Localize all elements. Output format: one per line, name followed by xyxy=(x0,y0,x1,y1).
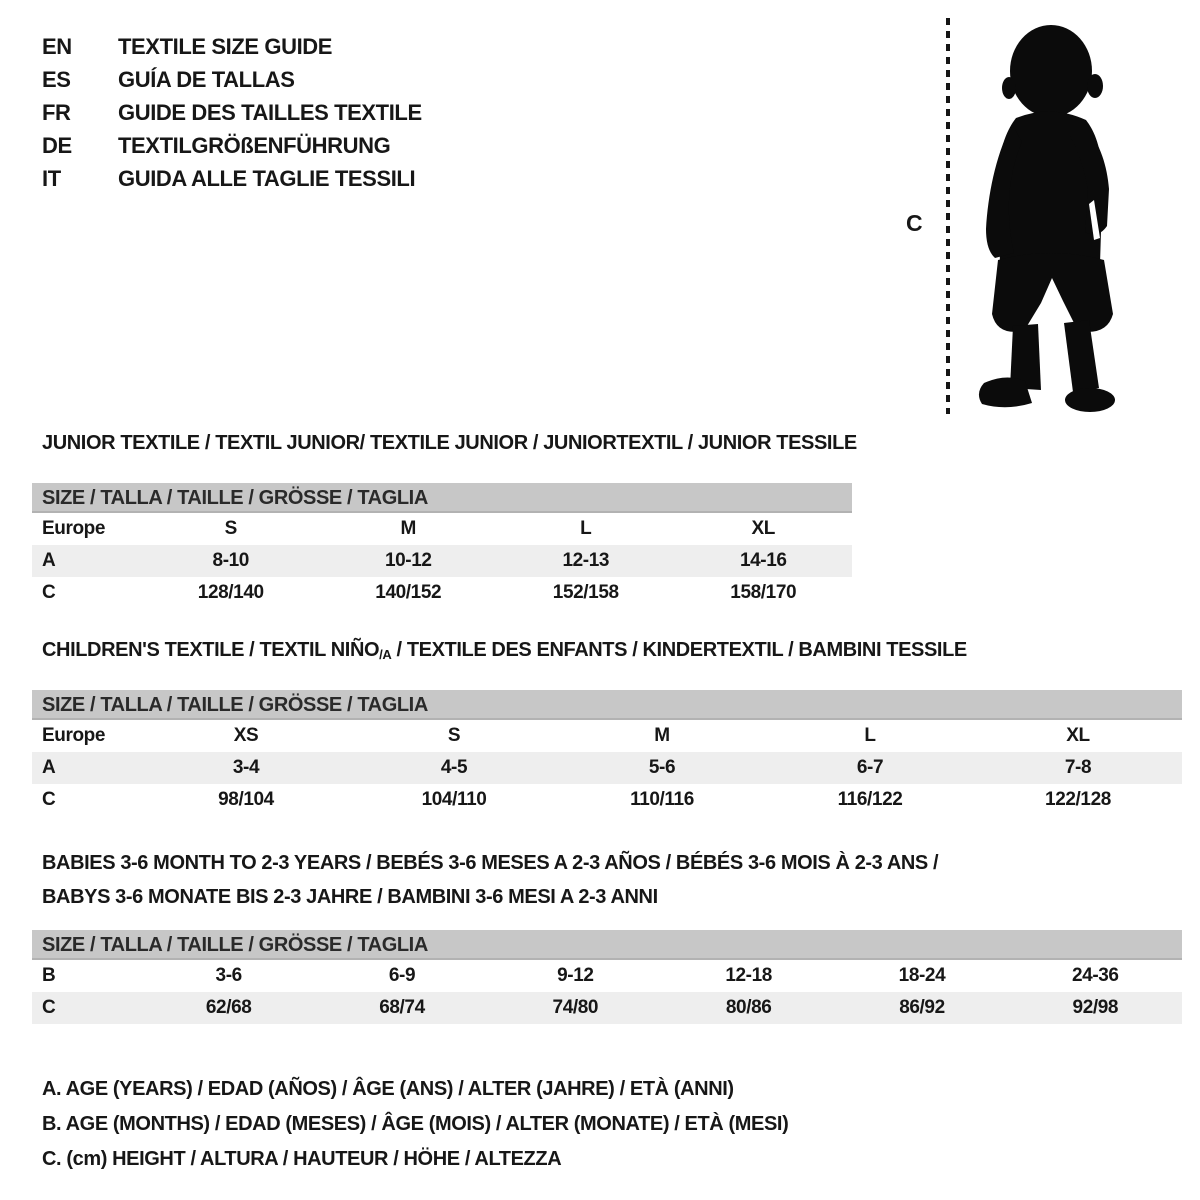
guide-title-de: TEXTILGRÖßENFÜHRUNG xyxy=(118,132,391,158)
height-cell: 104/110 xyxy=(421,789,487,810)
language-row xyxy=(42,63,422,96)
junior-section-heading: JUNIOR TEXTILE / TEXTIL JUNIOR/ TEXTILE JUNIOR / JUNIORTEXTIL / JUNIOR TESSILE xyxy=(42,432,857,454)
babies-heading-line1: BABIES 3-6 MONTH TO 2-3 YEARS / BEBÉS 3-6 MESES A 2-3 AÑOS / BÉBÉS 3-6 MOIS À 2-3 ANS / xyxy=(42,852,939,874)
children-heading-pre: CHILDREN'S TEXTILE / TEXTIL NIÑO xyxy=(42,639,380,661)
row-label: A xyxy=(42,550,56,571)
height-dashed-line xyxy=(946,18,950,414)
language-code: IT xyxy=(42,165,61,191)
language-row xyxy=(42,96,422,129)
age-cell: 14-16 xyxy=(739,550,787,571)
row-label: A xyxy=(42,757,56,778)
height-cell: 116/122 xyxy=(837,789,903,810)
size-cell: XL xyxy=(1066,725,1090,746)
language-code: ES xyxy=(42,66,71,92)
table-row xyxy=(32,720,1182,752)
babies-section-heading xyxy=(42,846,938,914)
language-code: EN xyxy=(42,33,72,59)
legend-note-c: C. (cm) HEIGHT / ALTURA / HAUTEUR / HÖHE / ALTEZZA xyxy=(42,1148,562,1170)
toddler-silhouette-icon xyxy=(966,14,1138,418)
age-cell: 3-6 xyxy=(215,965,242,986)
babies-size-table xyxy=(32,930,1182,1024)
language-code: FR xyxy=(42,99,71,125)
children-section-heading xyxy=(42,639,967,662)
size-cell: S xyxy=(224,518,237,539)
children-heading-sub: /A xyxy=(379,647,392,662)
age-cell: 9-12 xyxy=(557,965,594,986)
babies-size-table-header: SIZE / TALLA / TAILLE / GRÖSSE / TAGLIA xyxy=(32,930,1182,960)
height-cell: 110/116 xyxy=(630,789,694,810)
size-cell: L xyxy=(864,725,876,746)
row-label: C xyxy=(42,582,56,603)
row-label: Europe xyxy=(42,518,106,539)
size-cell: S xyxy=(447,725,461,746)
age-cell: 24-36 xyxy=(1072,965,1119,986)
guide-title-es: GUÍA DE TALLAS xyxy=(118,66,295,92)
row-label: C xyxy=(42,997,56,1018)
babies-heading-line2: BABYS 3-6 MONATE BIS 2-3 JAHRE / BAMBINI 3-6 MESI A 2-3 ANNI xyxy=(42,886,658,908)
guide-title-en: TEXTILE SIZE GUIDE xyxy=(118,33,333,59)
height-cell: 62/68 xyxy=(205,997,252,1018)
language-row xyxy=(42,30,422,63)
age-cell: 12-13 xyxy=(562,550,610,571)
age-cell: 18-24 xyxy=(898,965,946,986)
age-cell: 7-8 xyxy=(1064,757,1092,778)
height-cell: 128/140 xyxy=(197,582,264,603)
language-row xyxy=(42,162,422,195)
junior-size-table xyxy=(32,483,852,609)
height-cell: 68/74 xyxy=(379,997,425,1018)
table-row xyxy=(32,992,1182,1024)
age-cell: 10-12 xyxy=(384,550,432,571)
table-row xyxy=(32,513,852,545)
height-measure-label: C xyxy=(906,210,923,236)
age-cell: 3-4 xyxy=(232,757,260,778)
height-cell: 80/86 xyxy=(725,997,772,1018)
language-title-list xyxy=(42,30,422,195)
height-cell: 74/80 xyxy=(552,997,599,1018)
height-cell: 140/152 xyxy=(375,582,442,603)
age-cell: 8-10 xyxy=(212,550,249,571)
guide-title-it: GUIDA ALLE TAGLIE TESSILI xyxy=(118,165,416,191)
row-label: Europe xyxy=(42,725,106,746)
height-cell: 158/170 xyxy=(730,582,797,603)
children-size-table xyxy=(32,690,1182,816)
size-cell: XS xyxy=(233,725,259,746)
size-cell: XL xyxy=(751,518,775,539)
size-cell: M xyxy=(400,518,416,539)
table-row xyxy=(32,784,1182,816)
table-row xyxy=(32,545,852,577)
height-cell: 98/104 xyxy=(218,789,274,810)
table-row xyxy=(32,960,1182,992)
row-label: C xyxy=(42,789,56,810)
row-label: B xyxy=(42,965,56,986)
height-cell: 92/98 xyxy=(1072,997,1119,1018)
height-cell: 86/92 xyxy=(899,997,945,1018)
language-row xyxy=(42,129,422,162)
size-cell: M xyxy=(654,725,670,746)
language-code: DE xyxy=(42,132,72,158)
guide-title-fr: GUIDE DES TAILLES TEXTILE xyxy=(118,99,422,125)
children-size-table-header: SIZE / TALLA / TAILLE / GRÖSSE / TAGLIA xyxy=(32,690,1182,720)
age-cell: 5-6 xyxy=(648,757,676,778)
children-heading-post: / TEXTILE DES ENFANTS / KINDERTEXTIL / BAMBINI TESSILE xyxy=(391,639,967,661)
height-cell: 152/158 xyxy=(552,582,619,603)
age-cell: 6-7 xyxy=(856,757,884,778)
height-cell: 122/128 xyxy=(1045,789,1111,810)
size-cell: L xyxy=(580,518,592,539)
measure-legend xyxy=(42,1072,788,1177)
age-cell: 12-18 xyxy=(725,965,772,986)
table-row xyxy=(32,577,852,609)
table-row xyxy=(32,752,1182,784)
legend-note-a: A. AGE (YEARS) / EDAD (AÑOS) / ÂGE (ANS) / ALTER (JAHRE) / ETÀ (ANNI) xyxy=(42,1078,734,1100)
legend-note-b: B. AGE (MONTHS) / EDAD (MESES) / ÂGE (MOIS) / ALTER (MONATE) / ETÀ (MESI) xyxy=(42,1113,789,1135)
age-cell: 6-9 xyxy=(388,965,416,986)
age-cell: 4-5 xyxy=(440,757,468,778)
junior-size-table-header: SIZE / TALLA / TAILLE / GRÖSSE / TAGLIA xyxy=(32,483,852,513)
